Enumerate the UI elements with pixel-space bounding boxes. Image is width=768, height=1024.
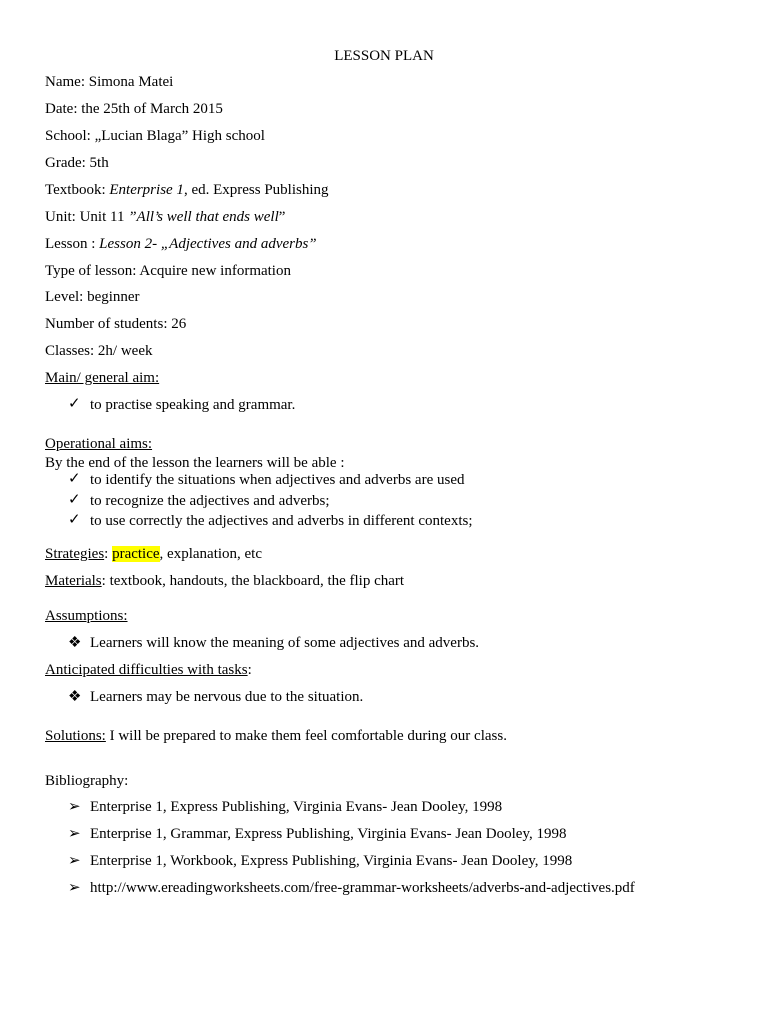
diamond-bullet-icon: ❖ [68, 689, 82, 705]
difficulties-heading-text: Anticipated difficulties with tasks [45, 662, 248, 678]
bibliography-item: Enterprise 1, Express Publishing, Virginia Evans- Jean Dooley, 1998 [90, 799, 503, 815]
textbook-rest: , ed. Express Publishing [183, 182, 329, 198]
arrow-bullet-icon: ➢ [68, 853, 81, 869]
difficulties-colon: : [247, 662, 252, 678]
lesson-title: Lesson 2- „Adjectives and adverbs” [99, 236, 317, 252]
check-icon: ✓ [68, 396, 81, 412]
textbook-title: Enterprise 1 [109, 182, 184, 198]
page-title: LESSON PLAN [334, 48, 434, 64]
operational-aim-item: to use correctly the adjectives and adverbs in different contexts; [90, 513, 473, 529]
unit-close: ” [278, 209, 286, 225]
lesson-label: Lesson : [45, 236, 100, 252]
strategies-label: Strategies [45, 546, 105, 562]
textbook-line [45, 181, 329, 199]
lesson-type-line: Type of lesson: Acquire new information [45, 263, 291, 279]
grade-line: Grade: 5th [45, 155, 109, 171]
arrow-bullet-icon: ➢ [68, 799, 81, 815]
diamond-bullet-icon: ❖ [68, 635, 82, 651]
bibliography-heading: Bibliography: [45, 773, 129, 789]
arrow-bullet-icon: ➢ [68, 880, 81, 896]
level-line: Level: beginner [45, 289, 140, 305]
textbook-label: Textbook: [45, 182, 110, 198]
lesson-line [45, 235, 317, 253]
operational-aim-item: to identify the situations when adjectives and adverbs are used [90, 472, 465, 488]
unit-label: Unit: Unit 11 [45, 209, 129, 225]
unit-line [45, 208, 285, 226]
bibliography-link[interactable]: http://www.ereadingworksheets.com/free-grammar-worksheets/adverbs-and-adjectives.pdf [90, 880, 635, 896]
unit-title: ”All’s well that ends well [128, 209, 279, 225]
materials-label: Materials [45, 573, 102, 589]
students-line: Number of students: 26 [45, 316, 187, 332]
operational-aims-heading [45, 435, 152, 453]
solutions-label: Solutions: [45, 728, 106, 744]
strategies-highlight: practice [112, 546, 160, 562]
operational-aims-intro: By the end of the lesson the learners will be able : [45, 455, 345, 471]
assumption-item: Learners will know the meaning of some adjectives and adverbs. [90, 635, 480, 651]
name-line: Name: Simona Matei [45, 74, 174, 90]
classes-line: Classes: 2h/ week [45, 343, 153, 359]
bibliography-item: Enterprise 1, Grammar, Express Publishing, Virginia Evans- Jean Dooley, 1998 [90, 826, 567, 842]
difficulties-heading [45, 661, 252, 679]
difficulty-item: Learners may be nervous due to the situation. [90, 689, 364, 705]
assumptions-heading: Assumptions: [45, 608, 128, 624]
check-icon: ✓ [68, 471, 81, 487]
main-aim-item: to practise speaking and grammar. [90, 397, 296, 413]
check-icon: ✓ [68, 512, 81, 528]
date-line: Date: the 25th of March 2015 [45, 101, 223, 117]
arrow-bullet-icon: ➢ [68, 826, 81, 842]
strategies-sep: : [104, 546, 113, 562]
solutions-rest: I will be prepared to make them feel comfortable during our class. [105, 728, 507, 744]
materials-rest: : textbook, handouts, the blackboard, the flip chart [101, 573, 405, 589]
school-line: School: „Lucian Blaga” High school [45, 128, 265, 144]
operational-aim-item: to recognize the adjectives and adverbs; [90, 493, 330, 509]
strategies-line [45, 545, 262, 563]
main-aim-heading: Main/ general aim: [45, 370, 160, 386]
check-icon: ✓ [68, 492, 81, 508]
bibliography-item: Enterprise 1, Workbook, Express Publishing, Virginia Evans- Jean Dooley, 1998 [90, 853, 573, 869]
solutions-line [45, 727, 507, 745]
strategies-rest: , explanation, etc [159, 546, 263, 562]
operational-aims-heading-text: Operational aims: [45, 436, 153, 452]
materials-line [45, 572, 404, 590]
